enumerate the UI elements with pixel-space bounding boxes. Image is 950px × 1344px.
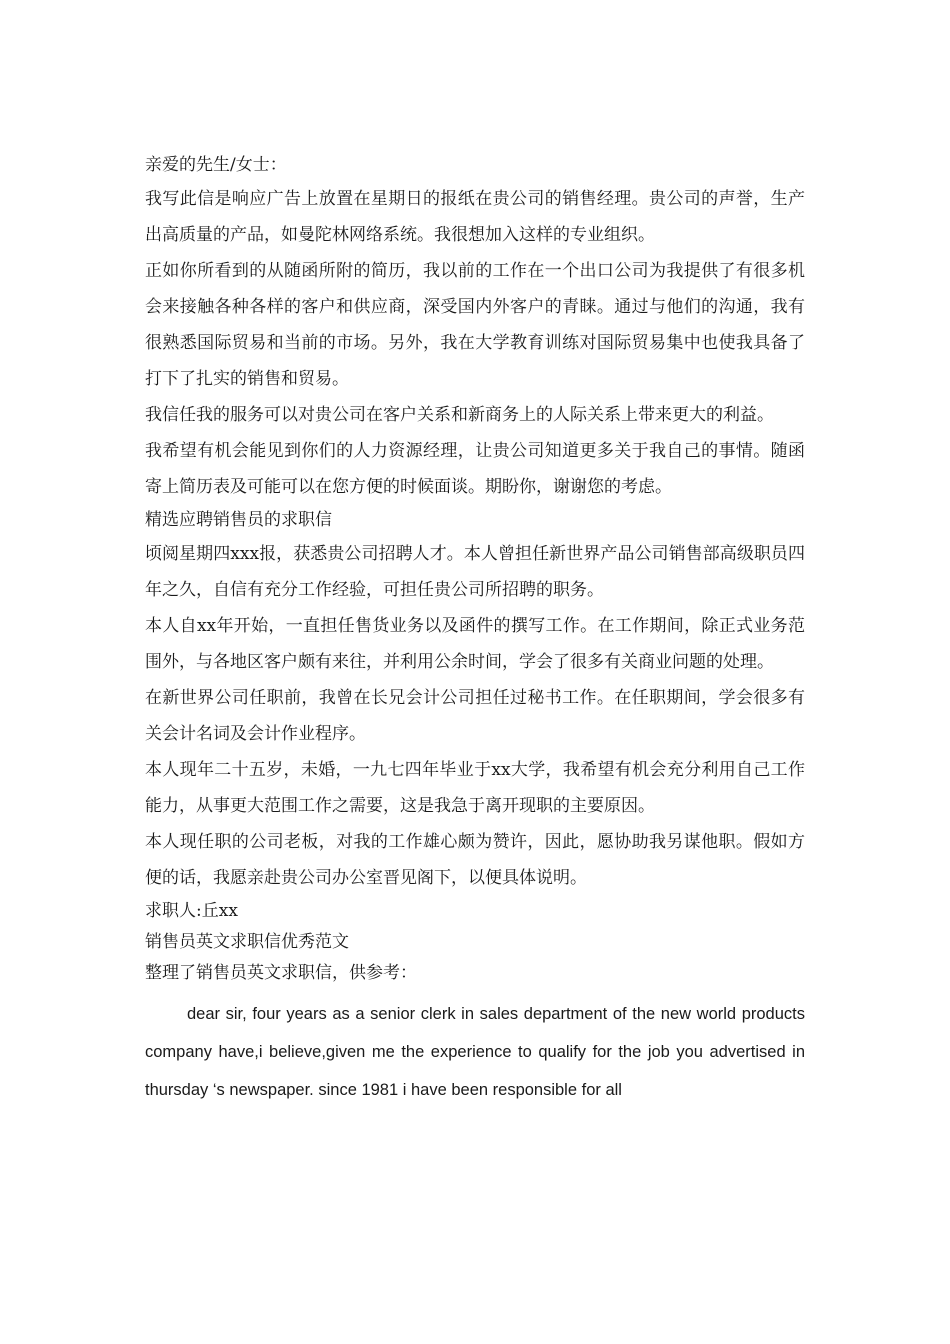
signature-line: 求职人:丘xx	[145, 901, 238, 921]
paragraph: 我信任我的服务可以对贵公司在客户关系和新商务上的人际关系上带来更大的利益。	[145, 405, 774, 425]
salutation: 亲爱的先生/女士：	[145, 155, 287, 175]
paragraph: 本人现年二十五岁，未婚，一九七四年毕业于xx大学，我希望有机会充分利用自己工作能力，从事更大范围工作之需要，这是我急于离开现职的主要原因。	[145, 760, 805, 816]
paragraph: 在新世界公司任职前，我曾在长兄会计公司担任过秘书工作。在任职期间，学会很多有关会计名词及会计作业程序。	[145, 688, 805, 744]
english-letter-paragraph: dear sir, four years as a senior clerk in sales department of the new world products company have,i believe,given me the experience to qualify for the job you advertised in thursday ‘s newspaper. since 1981 i have been responsible for all	[145, 1005, 805, 1099]
paragraph: 本人自xx年开始，一直担任售货业务以及函件的撰写工作。在工作期间，除正式业务范围外，与各地区客户颇有来往，并利用公余时间，学会了很多有关商业问题的处理。	[145, 616, 805, 672]
paragraph: 正如你所看到的从随函所附的简历，我以前的工作在一个出口公司为我提供了有很多机会来接触各种各样的客户和供应商，深受国内外客户的青睐。通过与他们的沟通，我有很熟悉国际贸易和当前的市场。另外，我在大学教育训练对国际贸易集中也使我具备了打下了扎实的销售和贸易。	[145, 261, 805, 389]
paragraph: 本人现任职的公司老板，对我的工作雄心颇为赞许，因此，愿协助我另谋他职。假如方便的话，我愿亲赴贵公司办公室晋见阁下，以便具体说明。	[145, 832, 805, 888]
paragraph: 顷阅星期四xxx报，获悉贵公司招聘人才。本人曾担任新世界产品公司销售部高级职员四年之久，自信有充分工作经验，可担任贵公司所招聘的职务。	[145, 544, 805, 600]
section-heading: 销售员英文求职信优秀范文	[145, 932, 349, 952]
paragraph: 我写此信是响应广告上放置在星期日的报纸在贵公司的销售经理。贵公司的声誉，生产出高质量的产品，如曼陀林网络系统。我很想加入这样的专业组织。	[145, 189, 805, 245]
paragraph: 我希望有机会能见到你们的人力资源经理，让贵公司知道更多关于我自己的事情。随函寄上简历表及可能可以在您方便的时候面谈。期盼你，谢谢您的考虑。	[145, 441, 805, 497]
section-heading: 精选应聘销售员的求职信	[145, 510, 332, 530]
document-page	[145, 150, 805, 1109]
intro-line: 整理了销售员英文求职信，供参考：	[145, 963, 417, 983]
